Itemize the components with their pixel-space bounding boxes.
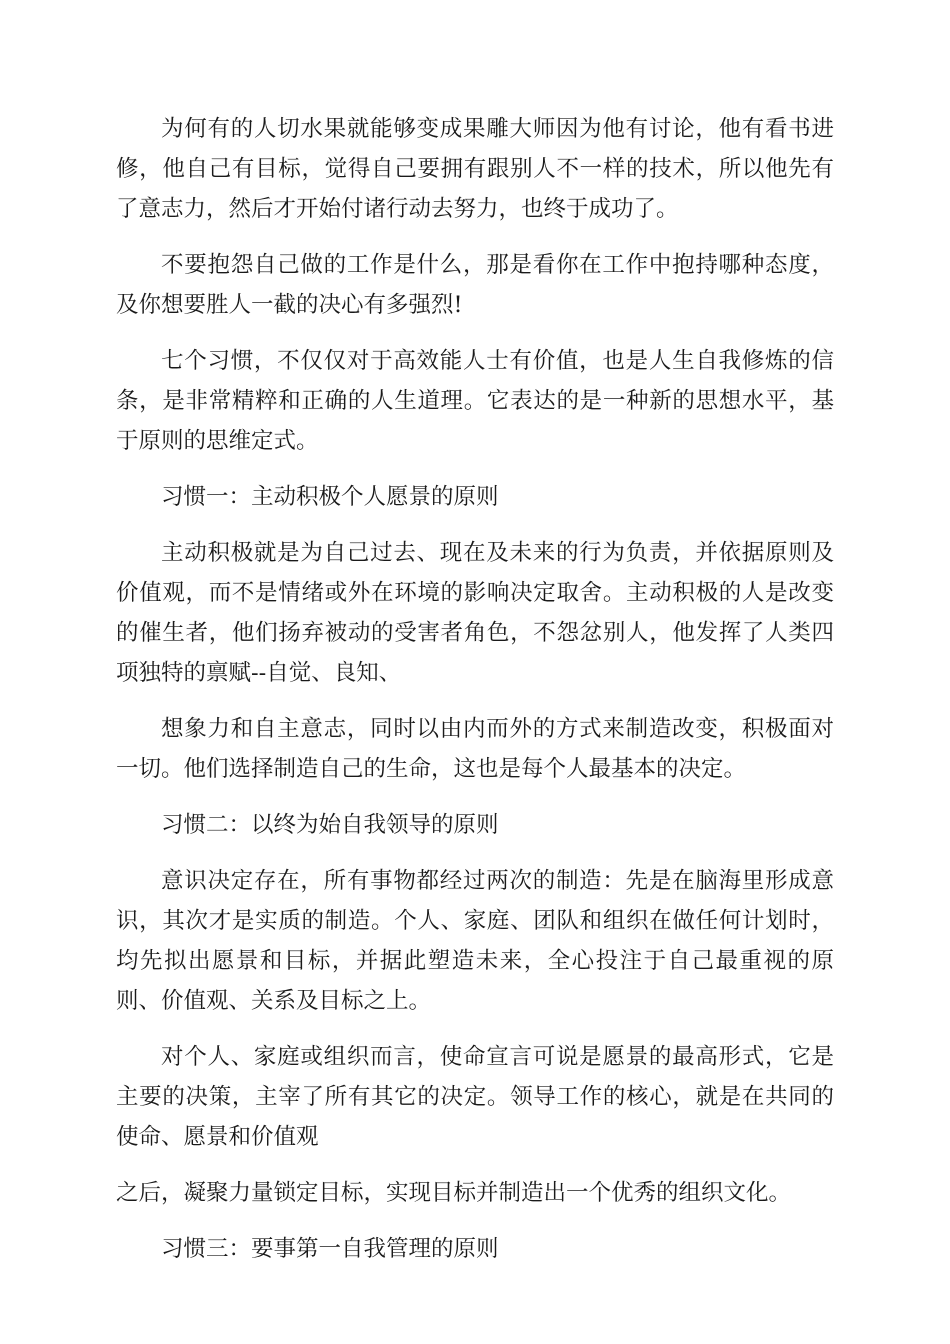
heading-habit-two: 习惯二：以终为始自我领导的原则	[161, 812, 499, 838]
paragraph-organization-culture: 之后，凝聚力量锁定目标，实现目标并制造出一个优秀的组织文化。	[116, 1180, 792, 1206]
paragraph-consciousness: 意识决定存在，所有事物都经过两次的制造：先是在脑海里形成意识，其次才是实质的制造。个人、家庭、团队和组织在做任何计划时，均先拟出愿景和目标，并据此塑造未来，全心投注于自己最重视的原则、价值观、关系及目标之上。	[116, 868, 834, 1014]
paragraph-attitude: 不要抱怨自己做的工作是什么，那是看你在工作中抱持哪种态度，及你想要胜人一截的决心有多强烈!	[116, 252, 834, 318]
paragraph-seven-habits: 七个习惯，不仅仅对于高效能人士有价值，也是人生自我修炼的信条，是非常精粹和正确的人生道理。它表达的是一种新的思想水平，基于原则的思维定式。	[116, 348, 834, 454]
document-body	[116, 109, 834, 1285]
paragraph-imagination: 想象力和自主意志，同时以由内而外的方式来制造改变，积极面对一切。他们选择制造自己的生命，这也是每个人最基本的决定。	[116, 716, 834, 782]
heading-habit-three: 习惯三：要事第一自我管理的原则	[161, 1236, 499, 1262]
paragraph-proactive: 主动积极就是为自己过去、现在及未来的行为负责，并依据原则及价值观，而不是情绪或外在环境的影响决定取舍。主动积极的人是改变的催生者，他们扬弃被动的受害者角色，不怨忿别人，他发挥了人类四项独特的禀赋--自觉、良知、	[116, 540, 834, 686]
paragraph-mission-statement: 对个人、家庭或组织而言，使命宣言可说是愿景的最高形式，它是主要的决策，主宰了所有其它的决定。领导工作的核心，就是在共同的使命、愿景和价值观	[116, 1044, 834, 1150]
heading-habit-one: 习惯一：主动积极个人愿景的原则	[161, 484, 499, 510]
paragraph-fruit-carving: 为何有的人切水果就能够变成果雕大师因为他有讨论，他有看书进修，他自己有目标，觉得自己要拥有跟别人不一样的技术，所以他先有了意志力，然后才开始付诸行动去努力，也终于成功了。	[116, 116, 834, 222]
